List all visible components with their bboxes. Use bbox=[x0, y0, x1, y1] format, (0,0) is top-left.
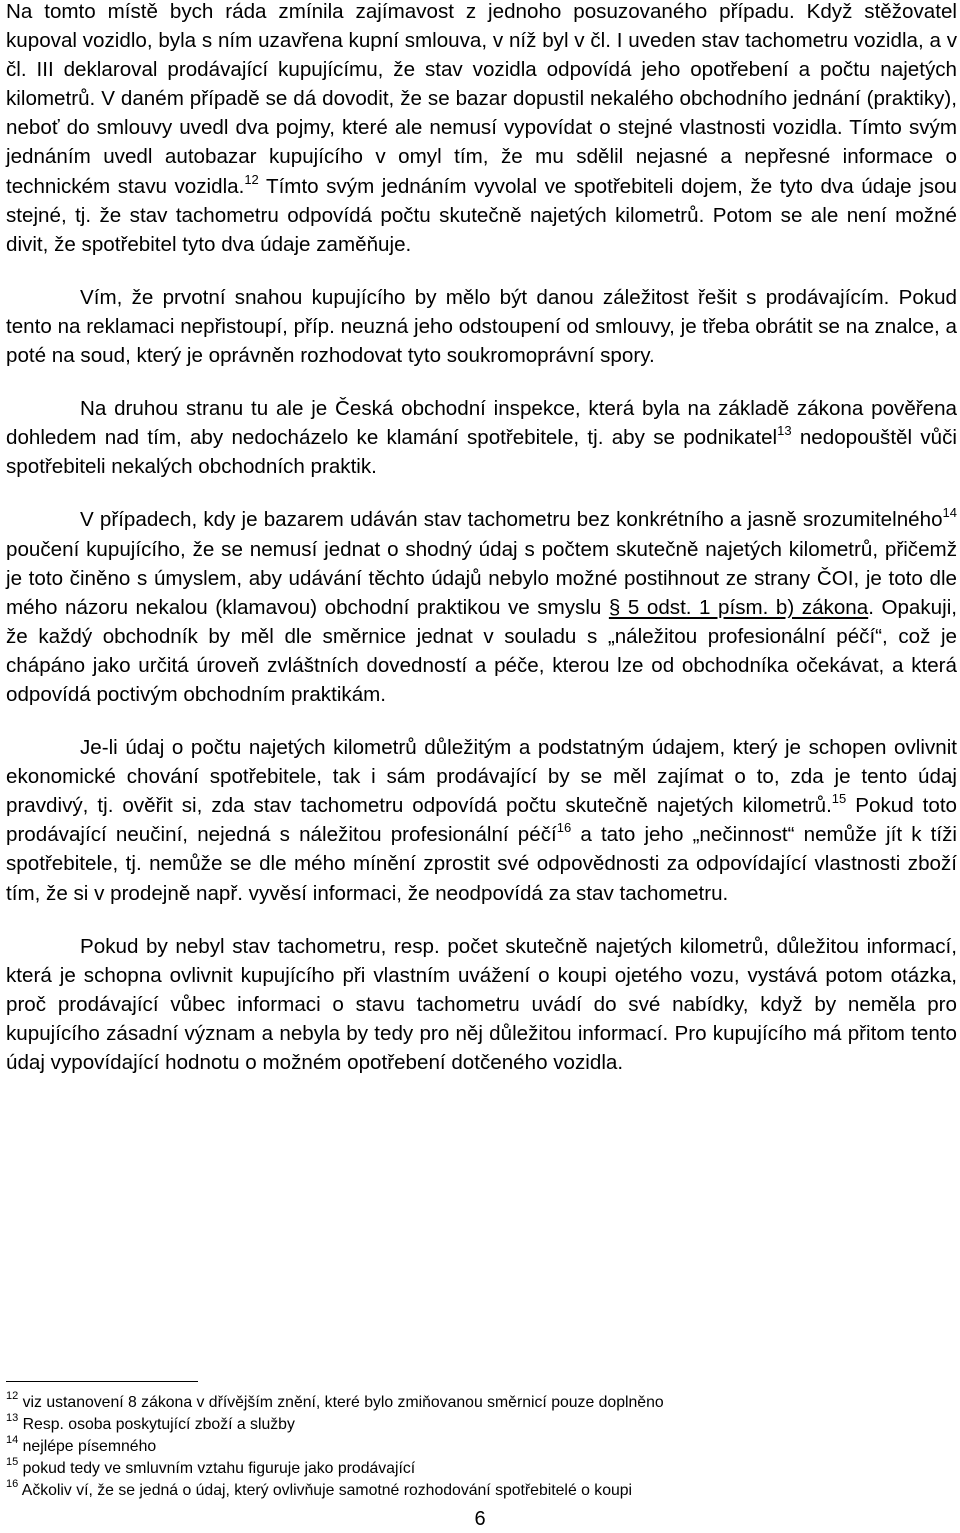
paragraph-5-text-a: Je-li údaj o počtu najetých kilometrů důležitým a podstatným údajem, který je schopen ovlivnit ekonomické chování spotřebitele, tak i sám prodávající by se měl zajímat o to, zda je tento údaj pravdivý, tj. ověřit si, zda stav tachometru odpovídá počtu skutečně najetých kilometrů. bbox=[6, 736, 957, 818]
paragraph-3 bbox=[6, 394, 957, 481]
footnote-text: Resp. osoba poskytující zboží a služby bbox=[22, 1416, 295, 1434]
footnote-number: 13 bbox=[6, 1412, 19, 1425]
paragraph-3-text-a: Na druhou stranu tu ale je Česká obchodní inspekce, která byla na základě zákona pověřena dohledem nad tím, aby nedocházelo ke klamání spotřebitele, tj. aby se podnikatel bbox=[6, 397, 957, 450]
paragraph-4-text-a: V případech, kdy je bazarem udáván stav tachometru bez konkrétního a jasně srozumitelného bbox=[80, 508, 943, 532]
footnote-ref-16[interactable]: 16 bbox=[556, 820, 572, 836]
footnote-14 bbox=[6, 1436, 946, 1458]
footnote-text: Ačkoliv ví, že se jedná o údaj, který ovlivňuje samotné rozhodování spotřebitelé o koupi bbox=[21, 1482, 633, 1500]
paragraph-1-text-b: Tímto svým jednáním vyvolal ve spotřebiteli dojem, že tyto dva údaje jsou stejné, tj. že stav tachometru odpovídá počtu skutečně najetých kilometrů. Potom se ale není možné divit, že spotřebitel tyto dva údaje zaměňuje. bbox=[6, 174, 957, 256]
document-page bbox=[6, 0, 957, 1077]
paragraph-3-text-b: nedopouštěl vůči spotřebiteli nekalých obchodních praktik. bbox=[6, 426, 957, 479]
footnote-text: nejlépe písemného bbox=[22, 1438, 157, 1456]
paragraph-4-text-c: . Opakuji, že každý obchodník by měl dle směrnice jednat v souladu s „náležitou profesionální péčí“, což je chápáno jako určitá úroveň zvláštních dovedností a péče, kterou lze od obchodníka očekávat, a která odpovídá poctivým obchodním praktikám. bbox=[6, 595, 957, 706]
paragraph-1 bbox=[6, 0, 957, 259]
paragraph-4-text-b: poučení kupujícího, že se nemusí jednat o shodný údaj s počtem skutečně najetých kilometrů, přičemž je toto činěno s úmyslem, aby udávání těchto údajů nebylo možné postihnout ze strany ČOI, je toto dle mého názoru nekalou (klamavou) obchodní praktikou ve smyslu bbox=[6, 537, 957, 619]
footnote-ref-15[interactable]: 15 bbox=[831, 791, 847, 807]
footnote-number: 14 bbox=[6, 1434, 19, 1447]
footnote-13 bbox=[6, 1414, 946, 1436]
footnote-12 bbox=[6, 1392, 946, 1414]
footnote-number: 15 bbox=[6, 1456, 19, 1469]
footnote-text: viz ustanovení 8 zákona v dřívějším znění, které bylo zmiňovanou směrnicí pouze doplněno bbox=[22, 1394, 664, 1411]
footnotes bbox=[6, 1392, 946, 1502]
footnote-divider bbox=[6, 1381, 198, 1382]
footnote-number: 16 bbox=[6, 1478, 19, 1491]
footnote-16 bbox=[6, 1480, 946, 1502]
footnote-15 bbox=[6, 1458, 946, 1480]
footnote-ref-13[interactable]: 13 bbox=[777, 423, 792, 439]
paragraph-6-text: Pokud by nebyl stav tachometru, resp. počet skutečně najetých kilometrů, důležitou informací, která je schopna ovlivnit kupujícího při vlastním uvážení o koupi ojetého vozu, vystává potom otázka, proč prodávající vůbec informaci o stavu tachometru uvádí do své nabídky, když by neměla pro kupujícího zásadní význam a nebyla by tedy pro něj důležitou informací. Pro kupujícího má přitom tento údaj vypovídající hodnotu o možném opotřebení dotčeného vozidla. bbox=[6, 934, 957, 1074]
law-reference-link[interactable]: § 5 odst. 1 písm. b) zákona bbox=[608, 595, 869, 619]
paragraph-5-text-c: a tato jeho „nečinnost“ nemůže jít k tíži spotřebitele, tj. nemůže se dle mého mínění zprostit své odpovědnosti za odpovídající vlastnosti zboží tím, že si v prodejně např. vyvěsí informaci, že neodpovídá za stav tachometru. bbox=[6, 823, 957, 905]
paragraph-2-text: Vím, že prvotní snahou kupujícího by mělo být danou záležitost řešit s prodávajícím. Pokud tento na reklamaci nepřistoupí, příp. neuzná jeho odstoupení od smlouvy, je třeba obrátit se na znalce, a poté na soud, který je oprávněn rozhodovat tyto soukromoprávní spory. bbox=[6, 285, 957, 368]
footnote-number: 12 bbox=[6, 1390, 19, 1402]
page-number: 6 bbox=[474, 1508, 486, 1530]
paragraph-2 bbox=[6, 283, 957, 370]
footnote-ref-12[interactable]: 12 bbox=[244, 171, 259, 187]
paragraph-5-text-b: Pokud toto prodávající neučiní, nejedná s náležitou profesionální péčí bbox=[6, 794, 957, 847]
footnote-text: pokud tedy ve smluvním vztahu figuruje jako prodávající bbox=[22, 1460, 416, 1478]
paragraph-6 bbox=[6, 932, 957, 1077]
paragraph-1-text-a: Na tomto místě bych ráda zmínila zajímavost z jednoho posuzovaného případu. Když stěžovatel kupoval vozidlo, byla s ním uzavřena kupní smlouva, v níž byl v čl. I uveden stav tachometru vozidla, a v čl. III deklaroval prodávající kupujícímu, že stav vozidla odpovídá jeho opotřebení a počtu najetých kilometrů. V daném případě se dá dovodit, že se bazar dopustil nekalého obchodního jednání (praktiky), neboť do smlouvy uvedl dva pojmy, které ale nemusí vypovídat o stejné vlastnosti vozidla. Tímto svým jednáním uvedl autobazar kupujícího v omyl tím, že mu sdělil nejasné a nepřesné informace o technickém stavu vozidla. bbox=[6, 0, 957, 198]
paragraph-5 bbox=[6, 733, 957, 908]
footnote-ref-14[interactable]: 14 bbox=[942, 505, 957, 521]
paragraph-4 bbox=[6, 505, 957, 709]
